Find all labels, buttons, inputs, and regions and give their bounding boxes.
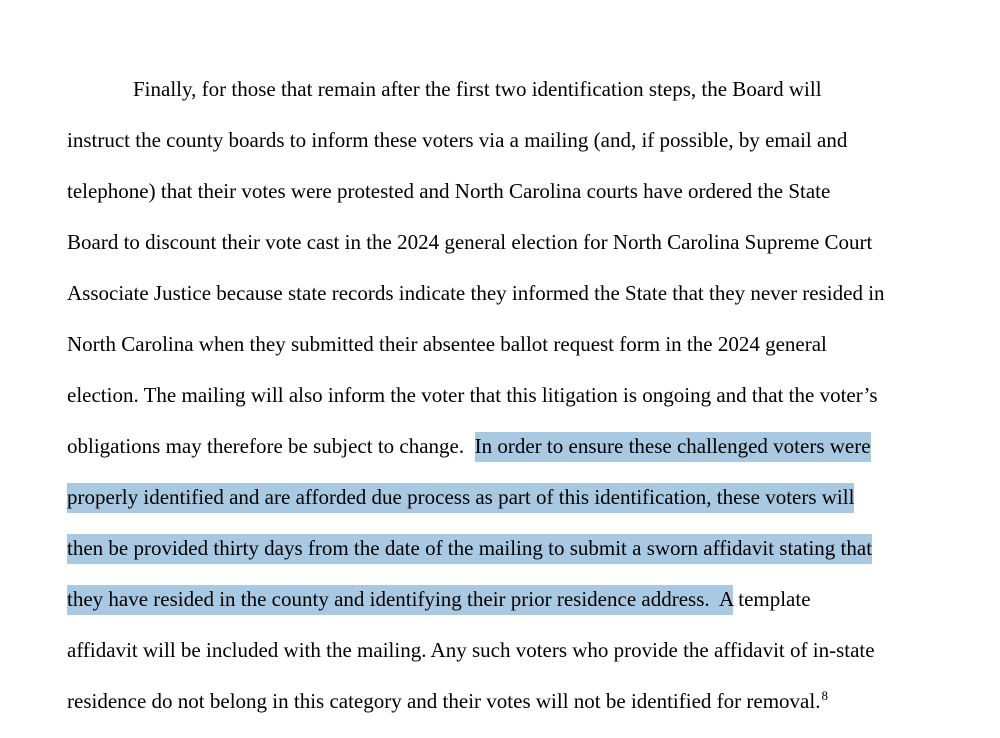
highlighted-text[interactable]: In order to ensure these challenged voters were	[475, 432, 871, 462]
plain-text: obligations may therefore be subject to change.	[67, 434, 475, 458]
paragraph-line-6: North Carolina when they submitted their absentee ballot request form in the 2024 general	[67, 332, 827, 356]
paragraph-line-2: instruct the county boards to inform these voters via a mailing (and, if possible, by email and	[67, 128, 848, 152]
paragraph-line-1: Finally, for those that remain after the first two identification steps, the Board will	[133, 77, 822, 101]
paragraph-line-8	[67, 433, 871, 459]
paragraph-line-9	[67, 484, 854, 510]
paragraph-line-4: Board to discount their vote cast in the 2024 general election for North Carolina Supreme Court	[67, 230, 873, 254]
paragraph-line-13	[67, 688, 828, 714]
plain-text: residence do not belong in this category and their votes will not be identified for removal.	[67, 689, 821, 713]
paragraph-line-11	[67, 586, 811, 612]
highlighted-text[interactable]: properly identified and are afforded due process as part of this identification, these voters will	[67, 483, 854, 513]
paragraph-line-3: telephone) that their votes were protested and North Carolina courts have ordered the State	[67, 179, 831, 203]
paragraph-line-5: Associate Justice because state records indicate they informed the State that they never resided in	[67, 281, 885, 305]
paragraph-line-7: election. The mailing will also inform the voter that this litigation is ongoing and that the voter’s	[67, 383, 878, 407]
plain-text: template	[732, 587, 811, 611]
highlighted-text[interactable]: then be provided thirty days from the date of the mailing to submit a sworn affidavit stating that	[67, 534, 872, 564]
paragraph-line-10	[67, 535, 872, 561]
highlighted-text[interactable]: they have resided in the county and identifying their prior residence address. A	[67, 585, 733, 615]
footnote-reference[interactable]: 8	[821, 688, 828, 703]
paragraph-line-12: affidavit will be included with the mailing. Any such voters who provide the affidavit of in-state	[67, 638, 875, 662]
